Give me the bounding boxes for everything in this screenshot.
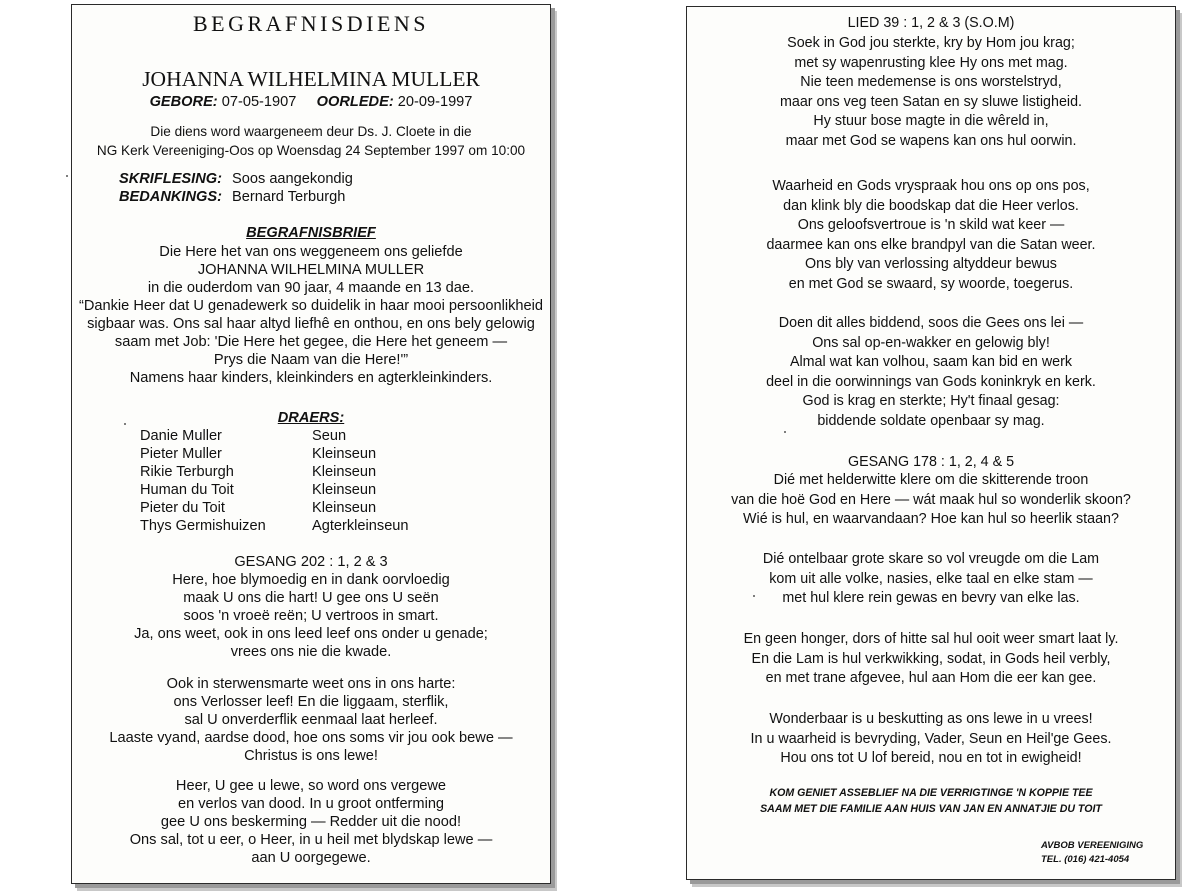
bearer-name: Rikie Terburgh — [140, 464, 234, 480]
undertaker-name: AVBOB VEREENIGING — [1041, 840, 1144, 851]
born-label: GEBORE: — [149, 94, 218, 110]
bearer-name: Pieter du Toit — [140, 500, 225, 516]
bearer-relation: Kleinseun — [312, 446, 377, 462]
song-line: Almal wat kan volhou, saam kan bid en werk — [789, 354, 1073, 370]
thanks-row — [119, 188, 345, 206]
scripture-label: SKRIFLESING: — [119, 171, 222, 187]
left-page — [71, 4, 551, 884]
thanks-label: BEDANKINGS: — [119, 189, 222, 205]
song-line: daarmee kan ons elke brandpyl van die Satan weer. — [766, 236, 1096, 253]
thanks-value: Bernard Terburgh — [232, 189, 346, 205]
song-line: Soek in God jou sterkte, kry by Hom jou krag; — [787, 35, 1075, 51]
undertaker-info — [1041, 839, 1143, 867]
song-line: maar ons veg teen Satan en sy sluwe listigheid. — [780, 93, 1082, 110]
scan-speck — [753, 595, 755, 597]
hymn-stanza — [72, 777, 550, 867]
bearer-relation: Agterkleinseun — [312, 518, 409, 534]
song2-stanza — [687, 630, 1175, 689]
bearer-relation: Kleinseun — [312, 482, 377, 498]
service-line: Die diens word waargeneem deur Ds. J. Cloete in die — [150, 124, 472, 139]
hymn-stanza — [72, 571, 550, 661]
hymn-line: Ons sal, tot u eer, o Heer, in u heil met blydskap lewe — — [129, 832, 493, 848]
hymn-line: Ja, ons weet, ook in ons leed leef ons onder u genade; — [134, 626, 488, 642]
song2-stanza — [687, 550, 1175, 609]
service-line: NG Kerk Vereeniging-Oos op Woensdag 24 September 1997 om 10:00 — [96, 142, 526, 158]
song-line: Ons bly van verlossing altyddeur bewus — [805, 256, 1057, 272]
letter-line: Die Here het van ons weggeneem ons geliefde — [159, 244, 463, 260]
died-date: 20-09-1997 — [397, 94, 473, 110]
song-line: Hou ons tot U lof bereid, nou en tot in ewigheid! — [780, 750, 1082, 766]
invitation-line: SAAM MET DIE FAMILIE AAN HUIS VAN JAN EN ANNATJIE DU TOIT — [760, 803, 1102, 815]
bearer-name: Thys Germishuizen — [140, 518, 266, 534]
song-line: Dié met helderwitte klere om die skitterende troon — [773, 472, 1089, 488]
song-line: met sy wapenrusting klee Hy ons met mag. — [794, 54, 1068, 71]
song-line: God is krag en sterkte; Hy't finaal gesag: — [802, 393, 1060, 409]
song-line: En die Lam is hul verkwikking, sodat, in Gods heil verbly, — [751, 650, 1111, 667]
song-line: Doen dit alles biddend, soos die Gees ons lei — — [778, 315, 1084, 331]
scan-speck — [784, 431, 786, 433]
song-line: kom uit alle volke, nasies, elke taal en elke stam — — [769, 570, 1093, 587]
song-line: maar met God se wapens kan ons hul oorwin. — [785, 132, 1077, 149]
song1-stanza — [687, 314, 1175, 431]
scan-speck — [66, 175, 68, 177]
invitation-line: KOM GENIET ASSEBLIEF NA DIE VERRIGTINGE 'N KOPPIE TEE — [769, 787, 1093, 799]
bearer-name: Pieter Muller — [140, 446, 222, 462]
hymn-line: maak U ons die hart! U gee ons U seën — [183, 590, 439, 606]
song-line: Dié ontelbaar grote skare so vol vreugde om die Lam — [762, 551, 1100, 567]
bearer-relation: Kleinseun — [312, 500, 377, 516]
bearer-name: Danie Muller — [140, 428, 222, 444]
song2-title: GESANG 178 : 1, 2, 4 & 5 — [847, 454, 1015, 470]
letter-line: Prys die Naam van die Here!'” — [213, 352, 409, 368]
died-label: OORLEDE: — [316, 94, 394, 110]
bearers-heading: DRAERS: — [277, 410, 345, 426]
letter-line: JOHANNA WILHELMINA MULLER — [197, 262, 425, 278]
song2-stanza — [687, 710, 1175, 769]
song-line: en met trane afgevee, hul aan Hom die eer kan gee. — [765, 670, 1097, 686]
bearer-name: Human du Toit — [140, 482, 234, 498]
service-info — [72, 123, 550, 160]
song-line: van die hoë God en Here — wát maak hul so wonderlik skoon? — [731, 491, 1131, 508]
song-line: en met God se swaard, sy woorde, toegerus. — [788, 275, 1074, 292]
letter-line: in die ouderdom van 90 jaar, 4 maande en 13 dae. — [147, 280, 475, 296]
undertaker-phone: TEL. (016) 421-4054 — [1041, 854, 1130, 865]
scan-speck — [124, 423, 126, 425]
song-line: En geen honger, dors of hitte sal hul ooit weer smart laat ly. — [743, 631, 1119, 647]
song1-stanza — [687, 34, 1175, 151]
deceased-name: JOHANNA WILHELMINA MULLER — [142, 67, 480, 91]
scripture-value: Soos aangekondig — [232, 171, 353, 187]
bearer-relation: Seun — [312, 428, 347, 444]
hymn-title: GESANG 202 : 1, 2 & 3 — [234, 554, 388, 570]
hymn-line: Ook in sterwensmarte weet ons in ons harte: — [166, 676, 456, 692]
letter-heading: BEGRAFNISBRIEF — [246, 225, 376, 241]
song-line: deel in die oorwinnings van Gods koninkryk en kerk. — [766, 373, 1096, 390]
letter-line: Namens haar kinders, kleinkinders en agterkleinkinders. — [129, 370, 493, 386]
hymn-line: aan U oorgegewe. — [251, 850, 371, 866]
funeral-letter — [72, 243, 550, 387]
song-line: biddende soldate openbaar sy mag. — [817, 412, 1045, 429]
dates-line — [72, 93, 550, 111]
hymn-line: sal U onverderflik eenmaal laat herleef. — [184, 712, 438, 728]
hymn-line: Christus is ons lewe! — [244, 748, 378, 764]
scripture-row — [119, 170, 353, 188]
song-line: Ons geloofsvertroue is 'n skild wat keer — — [797, 217, 1065, 233]
hymn-line: Heer, U gee u lewe, so word ons vergewe — [175, 778, 447, 794]
hymn-stanza — [72, 675, 550, 765]
letter-line: sigbaar was. Ons sal haar altyd liefhê en onthou, en ons bely gelowig — [87, 316, 535, 332]
letter-line: “Dankie Heer dat U genadewerk so duidelik in haar mooi persoonlikheid — [78, 298, 543, 314]
song-line: In u waarheid is bevryding, Vader, Seun en Heil'ge Gees. — [750, 730, 1112, 747]
tea-invitation — [687, 785, 1175, 817]
song-line: Ons sal op-en-wakker en gelowig bly! — [812, 334, 1050, 351]
hymn-line: gee U ons beskerming — Redder uit die nood! — [160, 814, 462, 830]
song-line: Hy stuur bose magte in die wêreld in, — [813, 113, 1049, 129]
right-page — [686, 6, 1176, 880]
hymn-line: ons Verlosser leef! En die liggaam, sterflik, — [173, 694, 449, 710]
hymn-line: en verlos van dood. In u groot ontferming — [177, 796, 445, 812]
letter-line: saam met Job: 'Die Here het gegee, die Here het geneem — — [114, 334, 508, 350]
song-line: Nie teen medemense is ons worstelstryd, — [800, 74, 1062, 90]
song-line: met hul klere rein gewas en bevry van elke las. — [782, 590, 1080, 606]
song1-stanza — [687, 177, 1175, 294]
song-line: Wié is hul, en waarvandaan? Hoe kan hul so heerlik staan? — [743, 511, 1119, 527]
song-line: Wonderbaar is u beskutting as ons lewe in u vrees! — [769, 711, 1093, 727]
song1-title: LIED 39 : 1, 2 & 3 (S.O.M) — [847, 15, 1015, 31]
bearer-relation: Kleinseun — [312, 464, 377, 480]
song-line: dan klink bly die boodskap dat die Heer verlos. — [783, 197, 1079, 214]
hymn-line: Laaste vyand, aardse dood, hoe ons soms vir jou ook bewe — — [109, 730, 513, 746]
hymn-line: Here, hoe blymoedig en in dank oorvloedig — [172, 572, 450, 588]
hymn-line: vrees ons nie die kwade. — [230, 644, 392, 660]
service-header: BEGRAFNISDIENS — [192, 11, 430, 36]
song2-stanza — [687, 471, 1175, 530]
song-line: Waarheid en Gods vryspraak hou ons op ons pos, — [772, 178, 1090, 194]
hymn-line: soos 'n vroeë reën; U vertroos in smart. — [183, 608, 439, 624]
born-date: 07-05-1907 — [221, 94, 297, 110]
